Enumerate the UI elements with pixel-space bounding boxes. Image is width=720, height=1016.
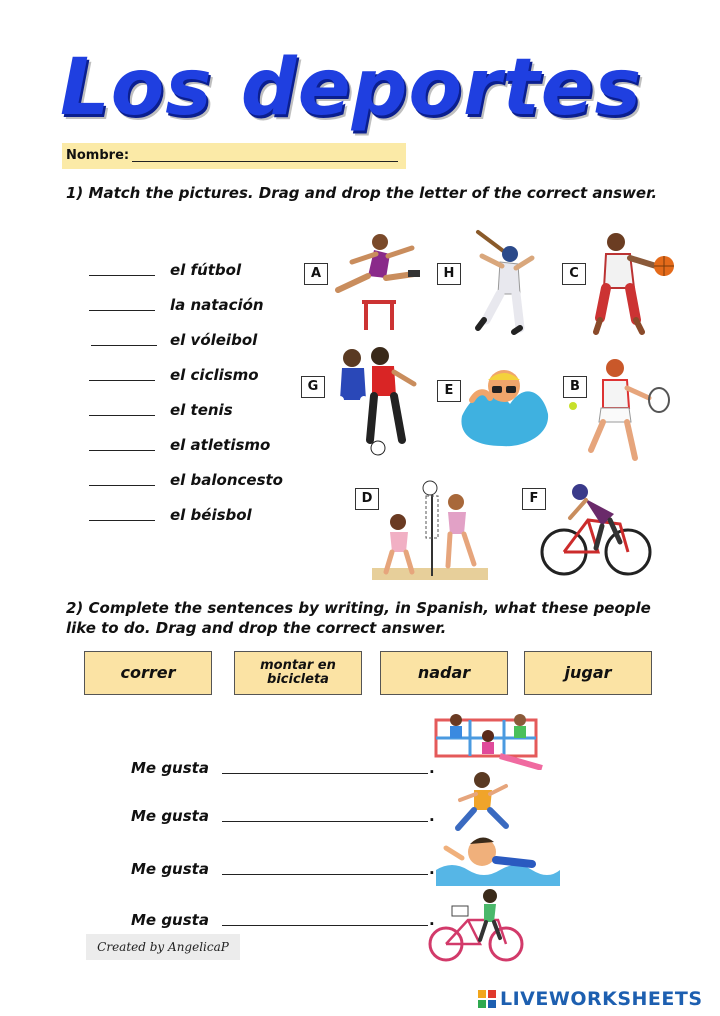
sentence-answer-blank[interactable] (222, 925, 428, 926)
me-gusta-label: Me gusta (131, 759, 209, 777)
sentence-answer-blank[interactable] (222, 821, 428, 822)
letter-box-d: D (355, 488, 379, 510)
name-label: Nombre: (66, 148, 130, 163)
answer-box-nadar[interactable]: nadar (380, 651, 508, 695)
sport-label: el fútbol (170, 261, 242, 279)
letter-box-b: B (563, 376, 587, 398)
liveworksheets-logo-icon (478, 990, 496, 1008)
sentence-period: . (429, 759, 435, 777)
question-2: 2) Complete the sentences by writing, in Spanish, what these people like to do. Drag and drop the correct answer. (66, 599, 651, 637)
letter-box-a: A (304, 263, 328, 285)
cyclist-icon (540, 480, 652, 580)
sentence-answer-blank[interactable] (222, 874, 428, 875)
sentence-period: . (429, 807, 435, 825)
me-gusta-label: Me gusta (131, 911, 209, 929)
sport-label: el ciclismo (170, 366, 259, 384)
sport-answer-blank[interactable] (89, 450, 155, 451)
sport-answer-blank[interactable] (89, 310, 155, 311)
hurdler-icon (330, 228, 426, 332)
letter-box-f: F (522, 488, 546, 510)
sport-label: el vóleibol (170, 331, 258, 349)
sport-answer-blank[interactable] (89, 485, 155, 486)
volleyball-players-icon (372, 478, 488, 582)
sport-answer-blank[interactable] (91, 345, 157, 346)
swimmer-icon (452, 350, 552, 450)
sport-label: el atletismo (170, 436, 271, 454)
bike-rider-icon (428, 888, 524, 964)
sport-label: el tenis (170, 401, 233, 419)
sport-label: el baloncesto (170, 471, 283, 489)
children-playing-icon (430, 708, 550, 770)
name-input[interactable] (132, 161, 398, 162)
basketball-player-icon (586, 228, 682, 340)
answer-box-jugar[interactable]: jugar (524, 651, 652, 695)
letter-box-e: E (437, 380, 461, 402)
me-gusta-label: Me gusta (131, 860, 209, 878)
runner-icon (440, 770, 520, 834)
sentence-period: . (429, 860, 435, 878)
question-1: 1) Match the pictures. Drag and drop the letter of the correct answer. (66, 184, 658, 202)
sport-label: la natación (170, 296, 264, 314)
brand-name[interactable]: LIVEWORKSHEETS (500, 988, 703, 1010)
sport-answer-blank[interactable] (89, 275, 155, 276)
sport-label: el béisbol (170, 506, 252, 524)
answer-box-montar-en-bicicleta[interactable]: montar en bicicleta (234, 651, 362, 695)
soccer-players-icon (318, 344, 424, 458)
letter-box-h: H (437, 263, 461, 285)
letter-box-g: G (301, 376, 325, 398)
sport-answer-blank[interactable] (89, 520, 155, 521)
sport-answer-blank[interactable] (89, 415, 155, 416)
credit-label: Created by AngelicaP (86, 934, 240, 960)
me-gusta-label: Me gusta (131, 807, 209, 825)
sport-answer-blank[interactable] (89, 380, 155, 381)
tennis-player-icon (565, 350, 675, 466)
answer-box-correr[interactable]: correr (84, 651, 212, 695)
page-title: Los deportes (60, 43, 643, 133)
sentence-period: . (429, 911, 435, 929)
letter-box-c: C (562, 263, 586, 285)
sentence-answer-blank[interactable] (222, 773, 428, 774)
baseball-player-icon (448, 224, 544, 336)
swimming-child-icon (436, 830, 560, 886)
